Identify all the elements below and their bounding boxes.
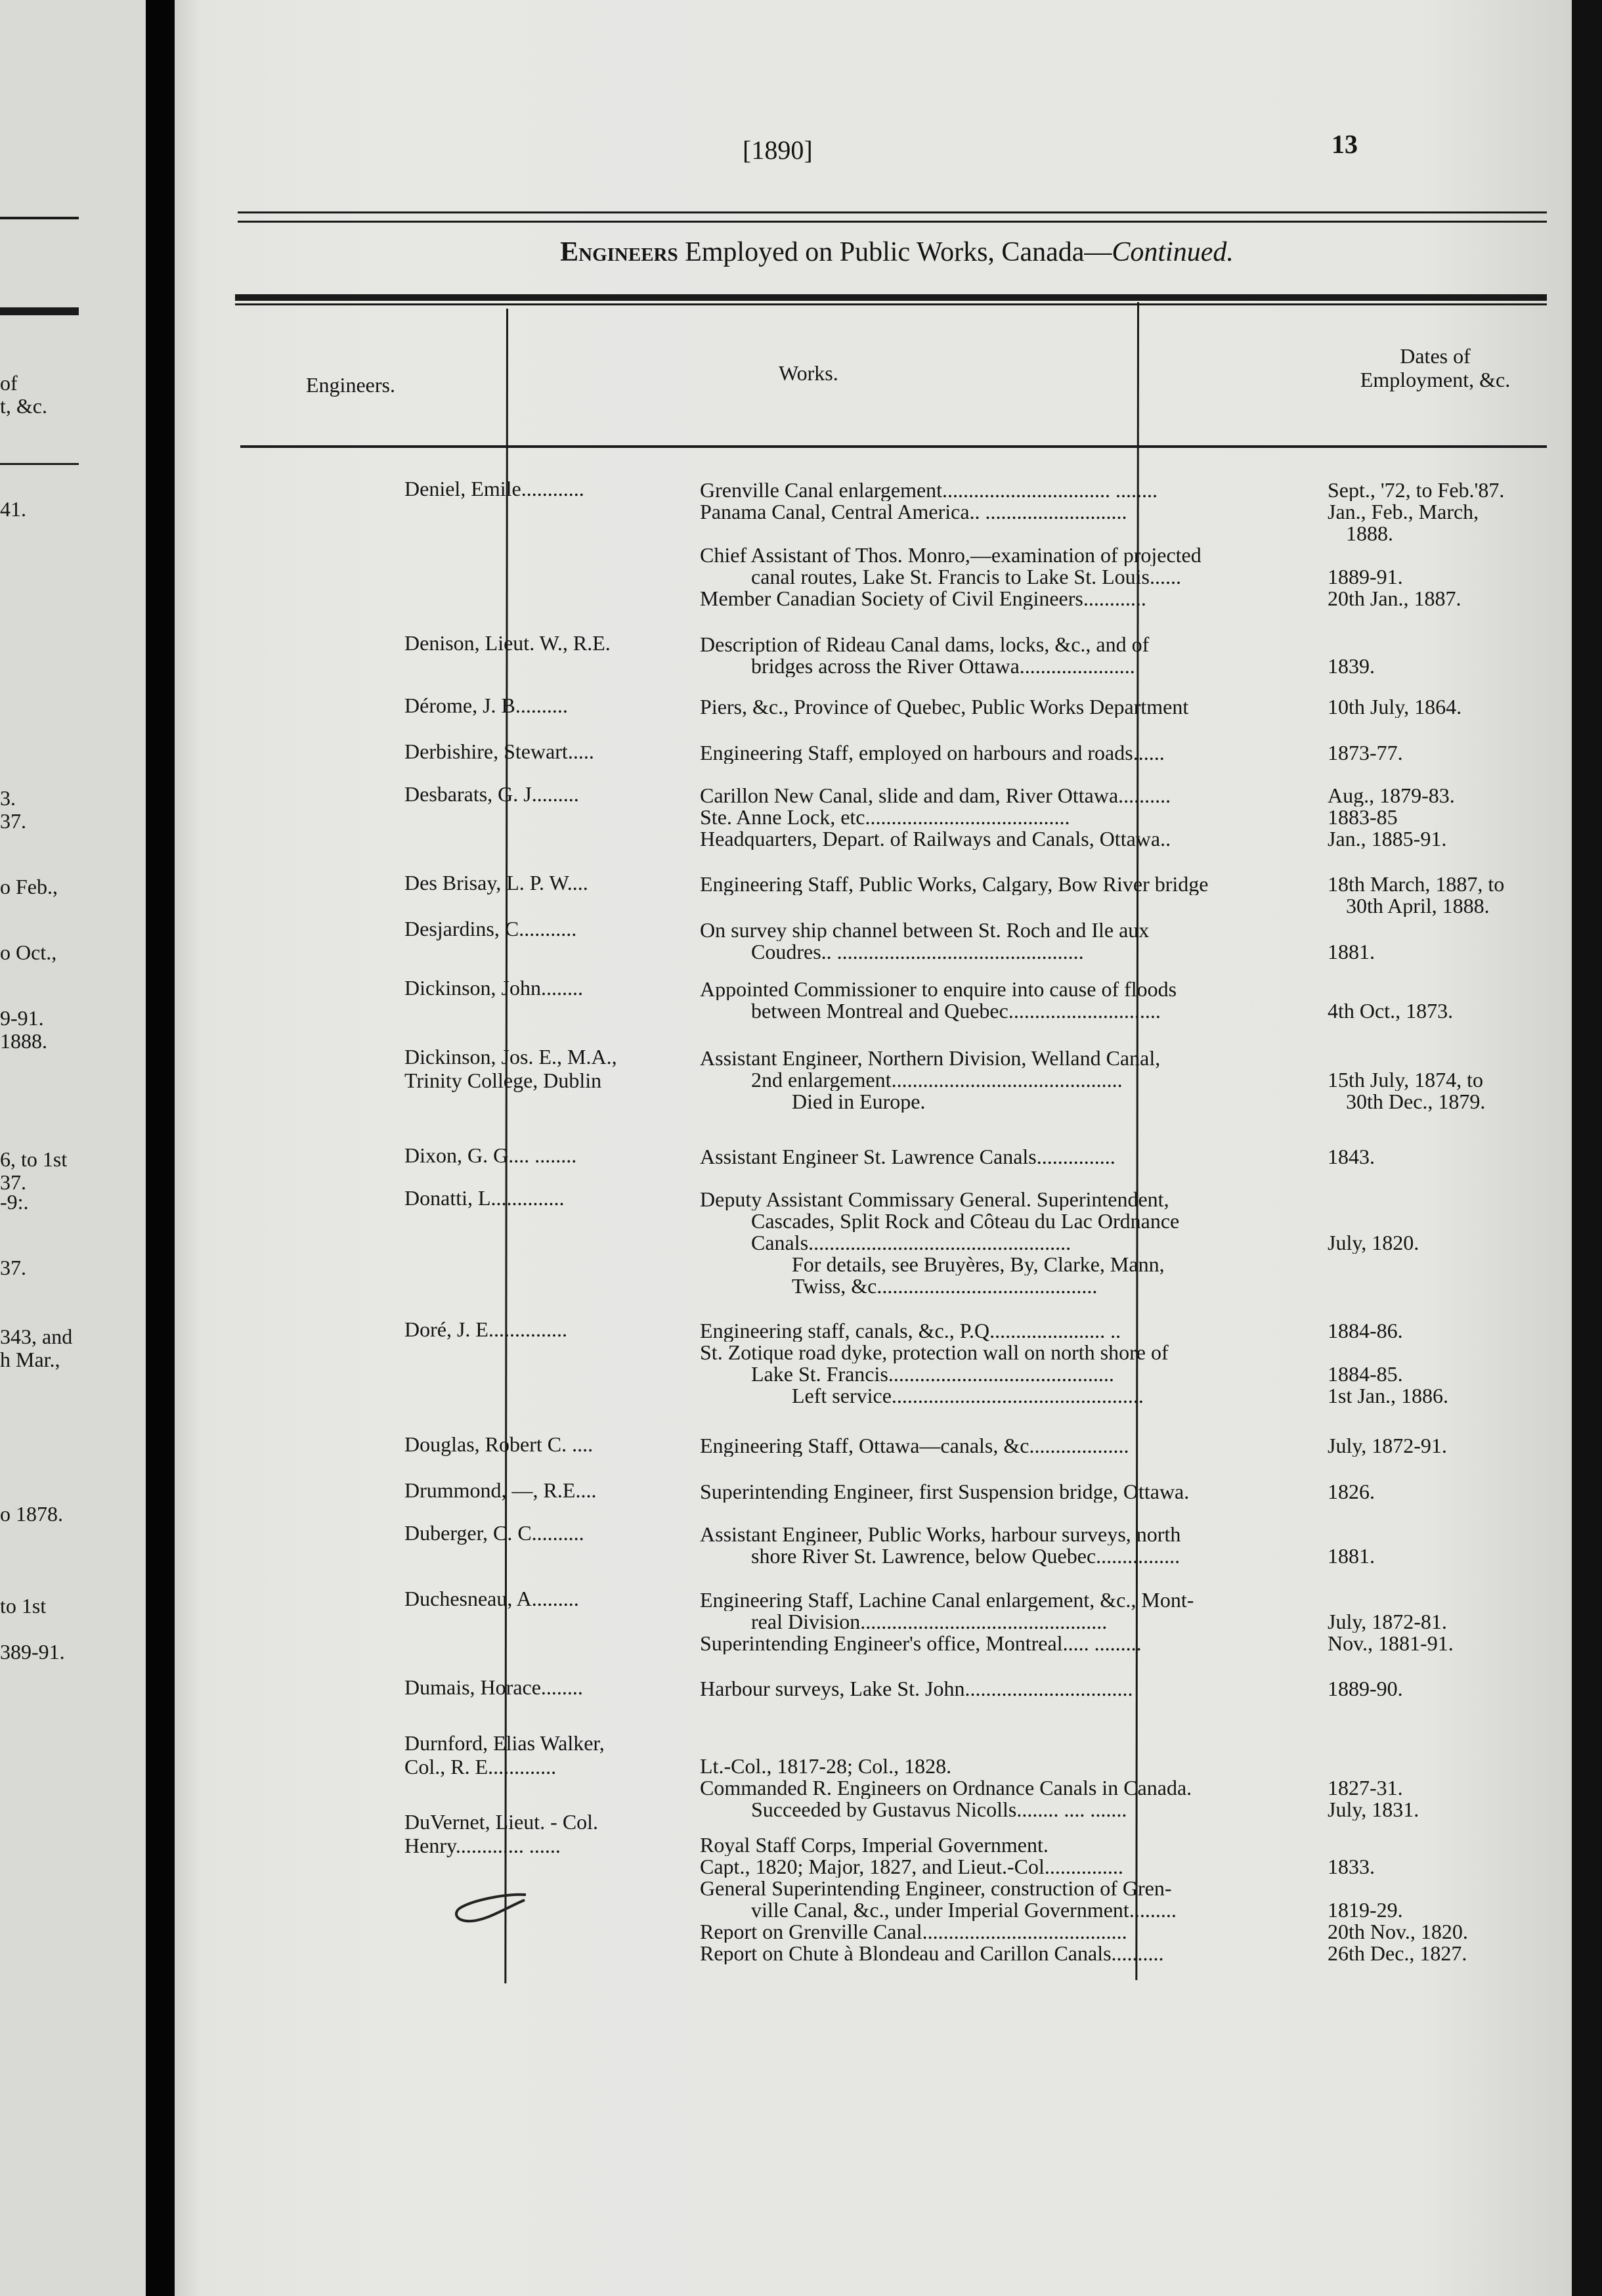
date-line — [1328, 919, 1544, 941]
engineer-name-line: Denison, Lieut. W., R.E. — [404, 631, 611, 655]
works-cell — [700, 1320, 1314, 1407]
works-line: Harbour surveys, Lake St. John................................ — [700, 1678, 1133, 1700]
works-line: Description of Rideau Canal dams, locks, &c., and of — [700, 634, 1150, 655]
engineer-name — [404, 1045, 674, 1092]
works-cell — [700, 1678, 1314, 1700]
running-title: [1890] — [743, 135, 813, 165]
engineer-name-line: Deniel, Emile............ — [404, 477, 584, 500]
works-line: Canals.................................................. — [751, 1232, 1072, 1254]
fragment-text: o Feb., — [0, 875, 58, 898]
dates-cell — [1328, 1813, 1544, 1964]
engineer-name-line: Desbarats, G. J......... — [404, 782, 579, 806]
works-line: Cascades, Split Rock and Côteau du Lac Ordnance — [751, 1210, 1180, 1232]
works-line: Royal Staff Corps, Imperial Government. — [700, 1834, 1049, 1856]
dates-cell — [1328, 785, 1544, 850]
fragment-text: o Oct., — [0, 940, 57, 964]
works-line: Member Canadian Society of Civil Engineers............ — [700, 588, 1146, 609]
works-cell — [700, 696, 1314, 718]
date-line: 1843. — [1328, 1146, 1375, 1168]
engineer-name — [404, 1186, 674, 1210]
fragment-text: to 1st — [0, 1594, 47, 1618]
fragment-text: 389-91. — [0, 1640, 65, 1664]
date-line — [1328, 1210, 1544, 1232]
date-line: 30th Dec., 1879. — [1346, 1091, 1486, 1113]
engineer-name-line: Drummond, —, R.E.... — [404, 1478, 597, 1502]
fragment-text: 9-91. — [0, 1006, 44, 1030]
fragment-text: t, &c. — [0, 394, 47, 418]
date-line: Jan., 1885-91. — [1328, 828, 1447, 850]
works-line: Engineering Staff, Ottawa—canals, &c................... — [700, 1435, 1129, 1457]
fragment-text: 343, and — [0, 1325, 73, 1348]
works-line: Twiss, &c.......................................... — [792, 1275, 1098, 1297]
works-line: Lake St. Francis........................................... — [751, 1363, 1114, 1385]
works-cell — [700, 873, 1314, 895]
engineer-name — [404, 1432, 674, 1456]
works-line: Ste. Anne Lock, etc....................................... — [700, 806, 1070, 828]
fragment-text: h Mar., — [0, 1348, 60, 1371]
works-line: Assistant Engineer, Public Works, harbour surveys, north — [700, 1524, 1181, 1545]
date-line: Aug., 1879-83. — [1328, 785, 1455, 806]
engineer-name — [404, 631, 674, 655]
column-header-dates-line1: Dates of — [1400, 344, 1471, 368]
date-line — [1328, 1189, 1544, 1210]
date-line — [1328, 1813, 1544, 1834]
date-line: 1839. — [1328, 655, 1375, 677]
dates-cell — [1328, 1589, 1544, 1654]
date-line — [1328, 544, 1544, 566]
date-line: 1827-31. — [1328, 1777, 1403, 1799]
engineer-name-line: Doré, J. E............... — [404, 1317, 567, 1341]
date-line — [1328, 1342, 1544, 1363]
dates-cell — [1328, 979, 1544, 1022]
works-line: 2nd enlargement............................................ — [751, 1069, 1123, 1091]
works-cell — [700, 1146, 1314, 1168]
engineer-name — [404, 1731, 674, 1778]
date-line: 1883-85 — [1328, 806, 1398, 828]
fragment-text: 3. — [0, 786, 16, 810]
date-line — [1328, 634, 1544, 655]
works-cell — [700, 742, 1314, 764]
engineer-name-line: Dérome, J. B.......... — [404, 694, 568, 717]
works-line: shore River St. Lawrence, below Quebec................ — [751, 1545, 1180, 1567]
works-line — [700, 1813, 1314, 1834]
date-line — [1328, 1254, 1544, 1275]
engineer-name-line: Duchesneau, A......... — [404, 1587, 579, 1610]
date-line: 1884-86. — [1328, 1320, 1403, 1342]
scan-edge — [1572, 0, 1602, 2296]
dates-cell — [1328, 1678, 1544, 1700]
engineer-name-line: Donatti, L.............. — [404, 1186, 565, 1210]
date-line: 10th July, 1864. — [1328, 696, 1462, 718]
date-line — [1328, 1878, 1544, 1899]
date-line: July, 1872-81. — [1328, 1611, 1447, 1633]
dates-cell — [1328, 1320, 1544, 1407]
engineer-name — [404, 871, 674, 894]
engineer-name — [404, 1317, 674, 1341]
engineer-name-line: Durnford, Elias Walker, — [404, 1731, 605, 1755]
fragment-text: 37. — [0, 1256, 26, 1279]
fragment-text: 37. — [0, 809, 26, 833]
works-line: Panama Canal, Central America.. ........................... — [700, 501, 1127, 523]
works-line: For details, see Bruyères, By, Clarke, Mann, — [792, 1254, 1165, 1275]
fragment-text: of — [0, 371, 18, 395]
dates-cell — [1328, 634, 1544, 677]
works-cell — [700, 919, 1314, 963]
dates-cell — [1328, 919, 1544, 963]
dates-cell — [1328, 1435, 1544, 1457]
works-line: Headquarters, Depart. of Railways and Canals, Ottawa.. — [700, 828, 1171, 850]
fragment-text: -9:. — [0, 1190, 29, 1214]
works-line: Assistant Engineer St. Lawrence Canals............... — [700, 1146, 1115, 1168]
dates-cell — [1328, 1481, 1544, 1503]
fragment-text: 41. — [0, 497, 26, 521]
date-line: 1888. — [1346, 523, 1393, 544]
works-line: Appointed Commissioner to enquire into cause of floods — [700, 979, 1177, 1000]
dates-cell — [1328, 1524, 1544, 1567]
works-line: Engineering Staff, Public Works, Calgary, Bow River bridge — [700, 873, 1209, 895]
date-line: 20th Nov., 1820. — [1328, 1921, 1468, 1943]
date-line — [1328, 1589, 1544, 1611]
dates-cell — [1328, 873, 1544, 917]
works-cell — [700, 634, 1314, 677]
engineer-name-line: Dickinson, Jos. E., M.A., — [404, 1045, 617, 1069]
table-title — [385, 236, 1409, 268]
works-cell — [700, 785, 1314, 850]
column-header-dates — [1317, 344, 1553, 391]
works-line: Assistant Engineer, Northern Division, Welland Canal, — [700, 1048, 1161, 1069]
dates-cell — [1328, 1146, 1544, 1168]
top-rule — [238, 221, 1547, 223]
engineer-name — [404, 1675, 674, 1699]
table-title-caps: Engineers — [560, 237, 678, 267]
date-line — [1328, 1275, 1544, 1297]
page-number: 13 — [1331, 129, 1358, 159]
works-line: Coudres.. ............................................... — [751, 941, 1084, 963]
top-rule — [238, 211, 1547, 213]
table-title-italic: Continued. — [1112, 237, 1234, 267]
engineer-name — [404, 1810, 674, 1857]
date-line: 1873-77. — [1328, 742, 1403, 764]
date-line — [1328, 1834, 1544, 1856]
dates-cell — [1328, 1734, 1544, 1821]
engineer-name-line: Des Brisay, L. P. W.... — [404, 871, 588, 894]
column-header-engineers: Engineers. — [306, 373, 395, 397]
dates-cell — [1328, 1048, 1544, 1113]
engineer-name-line: DuVernet, Lieut. - Col. — [404, 1810, 599, 1834]
date-line: 1889-91. — [1328, 566, 1403, 588]
works-line: Died in Europe. — [792, 1091, 926, 1113]
book-spine — [146, 0, 176, 2296]
engineer-name-line: Trinity College, Dublin — [404, 1069, 602, 1092]
works-line: real Division............................................... — [751, 1611, 1108, 1633]
fragment-rule — [0, 307, 79, 315]
date-line — [1328, 1524, 1544, 1545]
date-line: 1819-29. — [1328, 1899, 1403, 1921]
engineer-name-line: Derbishire, Stewart..... — [404, 740, 594, 763]
date-line — [1328, 1048, 1544, 1069]
date-line: 1881. — [1328, 1545, 1375, 1567]
works-line: Engineering Staff, employed on harbours and roads...... — [700, 742, 1165, 764]
thick-rule — [235, 303, 1547, 305]
date-line: 4th Oct., 1873. — [1328, 1000, 1454, 1022]
table-title-rest: Employed on Public Works, Canada— — [678, 237, 1112, 267]
works-line: Piers, &c., Province of Quebec, Public Works Department — [700, 696, 1189, 718]
engineer-name-line: Douglas, Robert C. .... — [404, 1432, 594, 1456]
works-cell — [700, 1813, 1314, 1964]
thick-rule — [235, 294, 1547, 301]
book-page — [175, 0, 1572, 2296]
engineer-name — [404, 477, 674, 500]
works-cell — [700, 479, 1314, 609]
date-line: 1884-85. — [1328, 1363, 1403, 1385]
works-line: Engineering Staff, Lachine Canal enlargement, &c., Mont- — [700, 1589, 1194, 1611]
works-line: Report on Chute à Blondeau and Carillon Canals.......... — [700, 1943, 1164, 1964]
date-line: 1st Jan., 1886. — [1328, 1385, 1448, 1407]
dates-cell — [1328, 742, 1544, 764]
works-line — [700, 1734, 1314, 1755]
works-line: Superintending Engineer's office, Montreal..... ......... — [700, 1633, 1142, 1654]
works-line: Succeeded by Gustavus Nicolls........ .... ....... — [751, 1799, 1127, 1821]
fragment-rule — [0, 463, 79, 465]
works-cell — [700, 1048, 1314, 1113]
works-line: Capt., 1820; Major, 1827, and Lieut.-Col............... — [700, 1856, 1123, 1878]
works-line: bridges across the River Ottawa...................... — [751, 655, 1135, 677]
engineer-name-line: Duberger, C. C.......... — [404, 1521, 584, 1545]
works-line: St. Zotique road dyke, protection wall on north shore of — [700, 1342, 1169, 1363]
pencil-mark-icon — [447, 1888, 539, 1934]
fragment-rule — [0, 217, 79, 219]
dates-cell — [1328, 479, 1544, 609]
fragment-text: 37. — [0, 1170, 26, 1194]
works-line: ville Canal, &c., under Imperial Government......... — [751, 1899, 1177, 1921]
fragment-text: o 1878. — [0, 1502, 63, 1526]
date-line: 30th April, 1888. — [1346, 895, 1490, 917]
engineer-name — [404, 976, 674, 1000]
works-line: Lt.-Col., 1817-28; Col., 1828. — [700, 1755, 952, 1777]
date-line — [1328, 979, 1544, 1000]
engineer-name — [404, 1521, 674, 1545]
works-line: Deputy Assistant Commissary General. Superintendent, — [700, 1189, 1169, 1210]
works-cell — [700, 979, 1314, 1022]
works-line — [700, 523, 1314, 544]
date-line: July, 1820. — [1328, 1232, 1419, 1254]
date-line: July, 1872-91. — [1328, 1435, 1447, 1457]
column-header-dates-line2: Employment, &c. — [1360, 368, 1511, 391]
works-cell — [700, 1734, 1314, 1821]
dates-cell — [1328, 696, 1544, 718]
works-line: Engineering staff, canals, &c., P.Q...................... .. — [700, 1320, 1121, 1342]
works-line: between Montreal and Quebec............................. — [751, 1000, 1161, 1022]
works-cell — [700, 1481, 1314, 1503]
header-rule — [240, 445, 1547, 448]
works-line: Chief Assistant of Thos. Monro,—examination of projected — [700, 544, 1202, 566]
works-cell — [700, 1435, 1314, 1457]
engineer-name-line: Dixon, G. G.... ........ — [404, 1143, 577, 1167]
engineer-name — [404, 1478, 674, 1502]
works-line: Superintending Engineer, first Suspension bridge, Ottawa. — [700, 1481, 1190, 1503]
engineer-name — [404, 1143, 674, 1167]
works-line: Grenville Canal enlargement................................ ........ — [700, 479, 1158, 501]
date-line: 18th March, 1887, to — [1328, 873, 1505, 895]
date-line: July, 1831. — [1328, 1799, 1419, 1821]
engineer-name-line: Dumais, Horace........ — [404, 1675, 583, 1699]
engineer-name — [404, 694, 674, 717]
works-line: Carillon New Canal, slide and dam, River Ottawa.......... — [700, 785, 1171, 806]
works-line: Commanded R. Engineers on Ordnance Canals in Canada. — [700, 1777, 1192, 1799]
works-line: Report on Grenville Canal....................................... — [700, 1921, 1127, 1943]
works-line: canal routes, Lake St. Francis to Lake St. Louis...... — [751, 566, 1181, 588]
engineer-name-line: Dickinson, John........ — [404, 976, 583, 1000]
date-line: Jan., Feb., March, — [1328, 501, 1479, 523]
date-line: Sept., '72, to Feb.'87. — [1328, 479, 1505, 501]
engineer-name — [404, 1587, 674, 1610]
column-header-works: Works. — [779, 361, 838, 385]
fragment-text: 6, to 1st — [0, 1147, 68, 1171]
date-line: Nov., 1881-91. — [1328, 1633, 1454, 1654]
works-line: Left service................................................ — [792, 1385, 1144, 1407]
date-line: 1833. — [1328, 1856, 1375, 1878]
date-line: 15th July, 1874, to — [1328, 1069, 1484, 1091]
date-line — [1328, 1734, 1544, 1755]
date-line: 20th Jan., 1887. — [1328, 588, 1461, 609]
works-line: On survey ship channel between St. Roch and Ile aux — [700, 919, 1150, 941]
date-line: 26th Dec., 1827. — [1328, 1943, 1467, 1964]
engineer-name-line: Henry............. ...... — [404, 1834, 561, 1857]
date-line — [1328, 1755, 1544, 1777]
engineer-name — [404, 782, 674, 806]
date-line: 1889-90. — [1328, 1678, 1403, 1700]
works-line: General Superintending Engineer, construction of Gren- — [700, 1878, 1172, 1899]
dates-cell — [1328, 1189, 1544, 1297]
engineer-name-line: Col., R. E............. — [404, 1755, 557, 1778]
works-cell — [700, 1189, 1314, 1297]
previous-page-fragment — [0, 0, 146, 2296]
date-line: 1881. — [1328, 941, 1375, 963]
engineer-name — [404, 740, 674, 763]
works-cell — [700, 1524, 1314, 1567]
fragment-text: 1888. — [0, 1029, 47, 1053]
engineer-name — [404, 917, 674, 940]
works-cell — [700, 1589, 1314, 1654]
date-line: 1826. — [1328, 1481, 1375, 1503]
engineer-name-line: Desjardins, C........... — [404, 917, 577, 940]
